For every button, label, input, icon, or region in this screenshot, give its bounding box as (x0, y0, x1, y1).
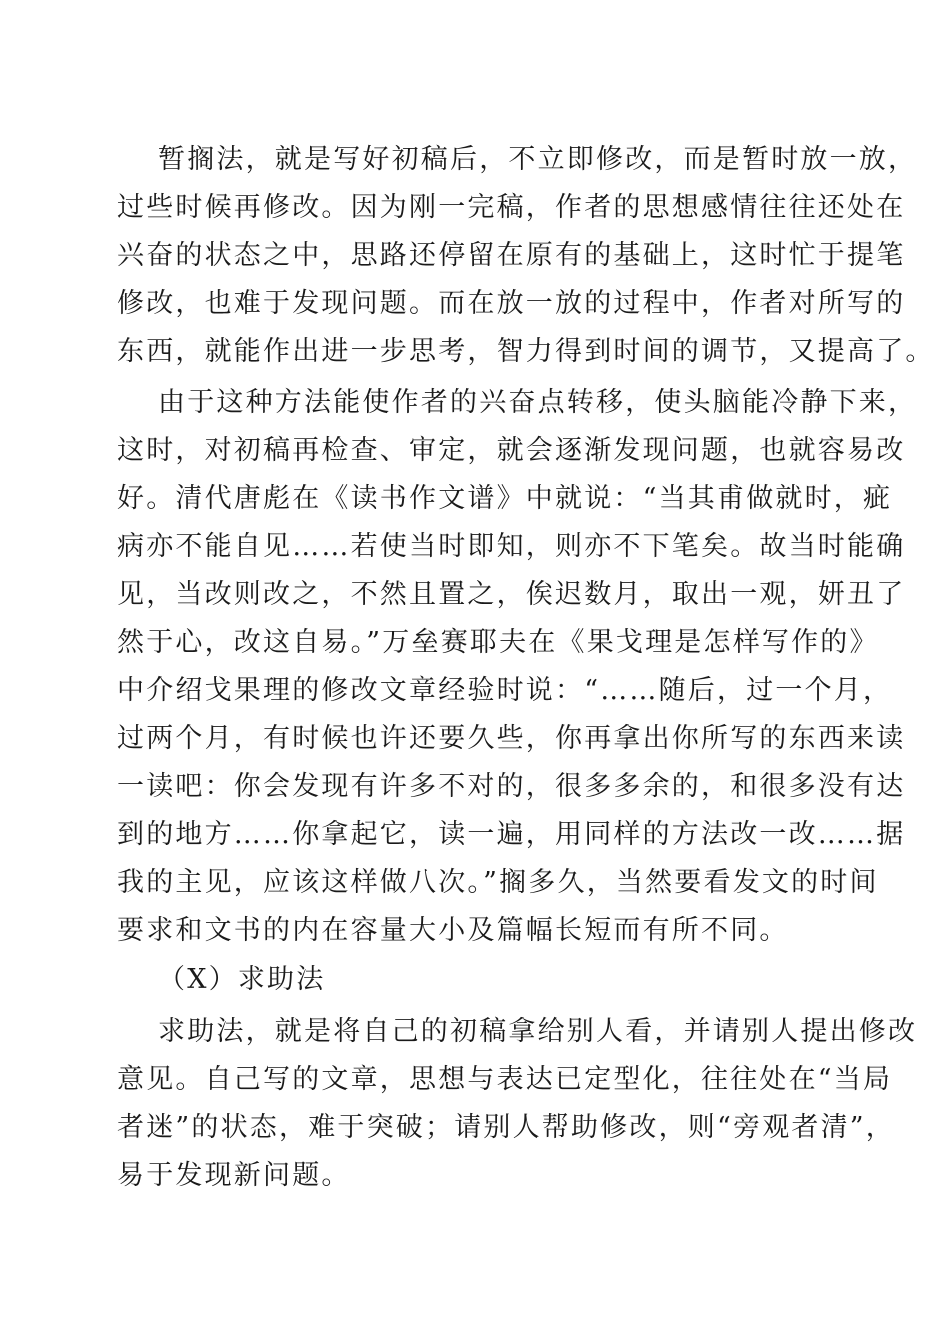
text-line: 过些时候再修改。因为刚一完稿，作者的思想感情往往还处在 (117, 192, 906, 223)
text-line: 到的地方……你拿起它，读一遍，用同样的方法改一改……据 (117, 819, 906, 850)
text-line: 者迷”的状态，难于突破；请别人帮助修改，则“旁观者清”， (117, 1112, 896, 1143)
text-line: 要求和文书的内在容量大小及篇幅长短而有所不同。 (117, 915, 789, 946)
text-line: 过两个月，有时候也许还要久些，你再拿出你所写的东西来读 (117, 723, 906, 754)
text-line: 易于发现新问题。 (117, 1160, 351, 1191)
text-line: 病亦不能自见……若使当时即知，则亦不下笔矣。故当时能确 (117, 531, 906, 562)
text-line: 求助法，就是将自己的初稿拿给别人看，并请别人提出修改 (158, 1016, 918, 1047)
text-line: 见，当改则改之，不然且置之，俟迟数月，取出一观，妍丑了 (117, 579, 906, 610)
section-heading: （X）求助法 (158, 964, 326, 995)
text-line: 我的主见，应该这样做八次。”搁多久，当然要看发文的时间 (117, 867, 879, 898)
text-line: 由于这种方法能使作者的兴奋点转移，使头脑能冷静下来， (158, 387, 918, 418)
text-line: 兴奋的状态之中，思路还停留在原有的基础上，这时忙于提笔 (117, 240, 906, 271)
text-line: 这时，对初稿再检查、审定，就会逐渐发现问题，也就容易改 (117, 435, 906, 466)
text-line: 一读吧：你会发现有许多不对的，很多多余的，和很多没有达 (117, 771, 906, 802)
text-line: 然于心，改这自易。”万垒赛耶夫在《果戈理是怎样写作的》 (117, 627, 879, 658)
text-line: 中介绍戈果理的修改文章经验时说：“……随后，过一个月， (117, 675, 893, 706)
text-line: 意见。自己写的文章，思想与表达已定型化，往往处在“当局 (117, 1064, 893, 1095)
text-line: 暂搁法，就是写好初稿后，不立即修改，而是暂时放一放， (158, 144, 918, 175)
text-line: 好。清代唐彪在《读书作文谱》中就说：“当其甫做就时，疵 (117, 483, 893, 514)
text-line: 修改，也难于发现问题。而在放一放的过程中，作者对所写的 (117, 288, 906, 319)
text-line: 东西，就能作出进一步思考，智力得到时间的调节，又提高了。 (117, 336, 935, 367)
